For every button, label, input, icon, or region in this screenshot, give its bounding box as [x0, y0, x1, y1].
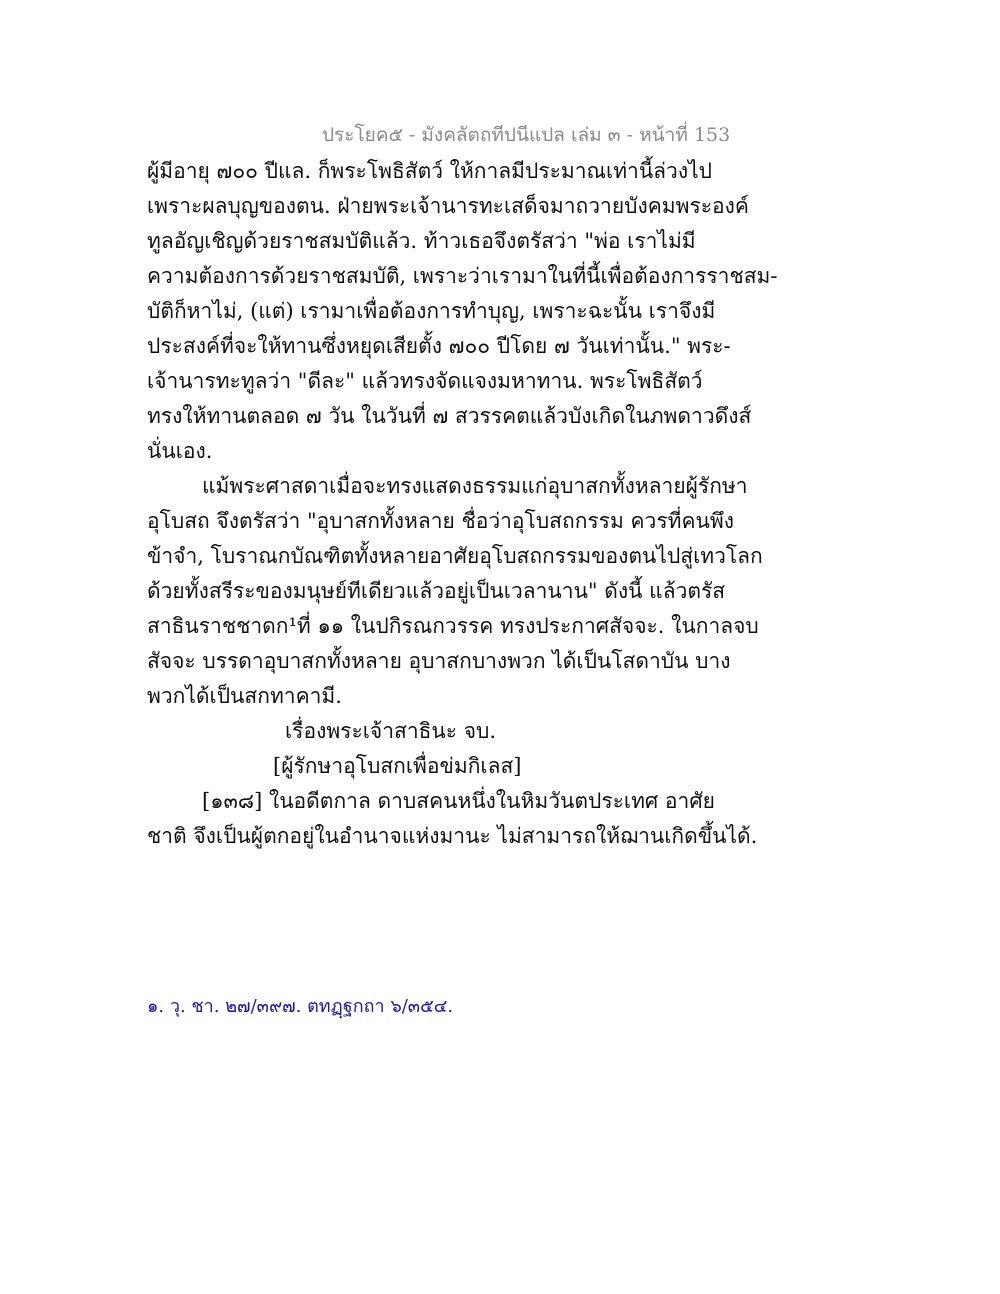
- paragraph-line: เจ้านารทะทูลว่า "ดีละ" แล้วทรงจัดแจงมหาทาน. พระโพธิสัตว์: [147, 369, 703, 393]
- section-heading: [ผู้รักษาอุโบสกเพื่อข่มกิเลส]: [273, 754, 522, 778]
- body-text: [147, 154, 778, 854]
- paragraph-line: ความต้องการด้วยราชสมบัติ, เพราะว่าเรามาในที่นี้เพื่อต้องการราชสม-: [147, 264, 778, 288]
- paragraph-line: ทรงให้ทานตลอด ๗ วัน ในวันที่ ๗ สวรรคตแล้วบังเกิดในภพดาวดึงส์: [147, 404, 752, 428]
- paragraph-line: ผู้มีอายุ ๗๐๐ ปีแล. ก็พระโพธิสัตว์ ให้กาลมีประมาณเท่านี้ล่วงไป: [147, 159, 712, 183]
- paragraph-line: ชาติ จึงเป็นผู้ตกอยู่ในอำนาจแห่งมานะ ไม่สามารถให้ฌานเกิดขึ้นได้.: [147, 824, 758, 848]
- paragraph-line: สัจจะ บรรดาอุบาสกทั้งหลาย อุบาสกบางพวก ได้เป็นโสดาบัน บาง: [147, 649, 731, 673]
- paragraph-line: ประสงค์ที่จะให้ทานซึ่งหยุดเสียตั้ง ๗๐๐ ปีโดย ๗ วันเท่านั้น." พระ-: [147, 334, 731, 358]
- paragraph-line: ทูลอัญเชิญด้วยราชสมบัติแล้ว. ท้าวเธอจึงตรัสว่า "พ่อ เราไม่มี: [147, 229, 696, 253]
- story-end-title: เรื่องพระเจ้าสาธินะ จบ.: [285, 719, 497, 743]
- paragraph-line: ด้วยทั้งสรีระของมนุษย์ทีเดียวแล้วอยู่เป็นเวลานาน" ดังนี้ แล้วตรัส: [147, 579, 726, 603]
- paragraph-line: สาธินราชชาดก¹ที่ ๑๑ ในปกิรณกวรรค ทรงประกาศสัจจะ. ในกาลจบ: [147, 614, 759, 638]
- paragraph-line: เพราะผลบุญของตน. ฝ่ายพระเจ้านารทะเสด็จมาถวายบังคมพระองค์: [147, 194, 749, 218]
- paragraph-line: นั่นเอง.: [147, 439, 213, 463]
- running-head: ประโยค๕ - มังคลัตถทีปนีแปล เล่ม ๓ - หน้าที่ 153: [322, 124, 731, 146]
- paragraph-line: พวกได้เป็นสกทาคามี.: [147, 684, 342, 708]
- paragraph-line: อุโบสถ จึงตรัสว่า "อุบาสกทั้งหลาย ชื่อว่าอุโบสถกรรม ควรที่คนพึง: [147, 509, 734, 533]
- footnote: ๑. วุ. ชา. ๒๗/๓๙๗. ตทฏฺฐกถา ๖/๓๕๔.: [147, 996, 454, 1017]
- paragraph-line: แม้พระศาสดาเมื่อจะทรงแสดงธรรมแก่อุบาสกทั้งหลายผู้รักษา: [202, 474, 748, 498]
- paragraph-line: บัติก็หาไม่, (แต่) เรามาเพื่อต้องการทำบุญ, เพราะฉะนั้น เราจึงมี: [147, 299, 716, 323]
- paragraph-line: [๑๓๘] ในอดีตกาล ดาบสคนหนึ่งในหิมวันตประเทศ อาศัย: [202, 789, 715, 813]
- paragraph-line: ข้าจำ, โบราณกบัณฑิตทั้งหลายอาศัยอุโบสถกรรมของตนไปสู่เทวโลก: [147, 544, 763, 568]
